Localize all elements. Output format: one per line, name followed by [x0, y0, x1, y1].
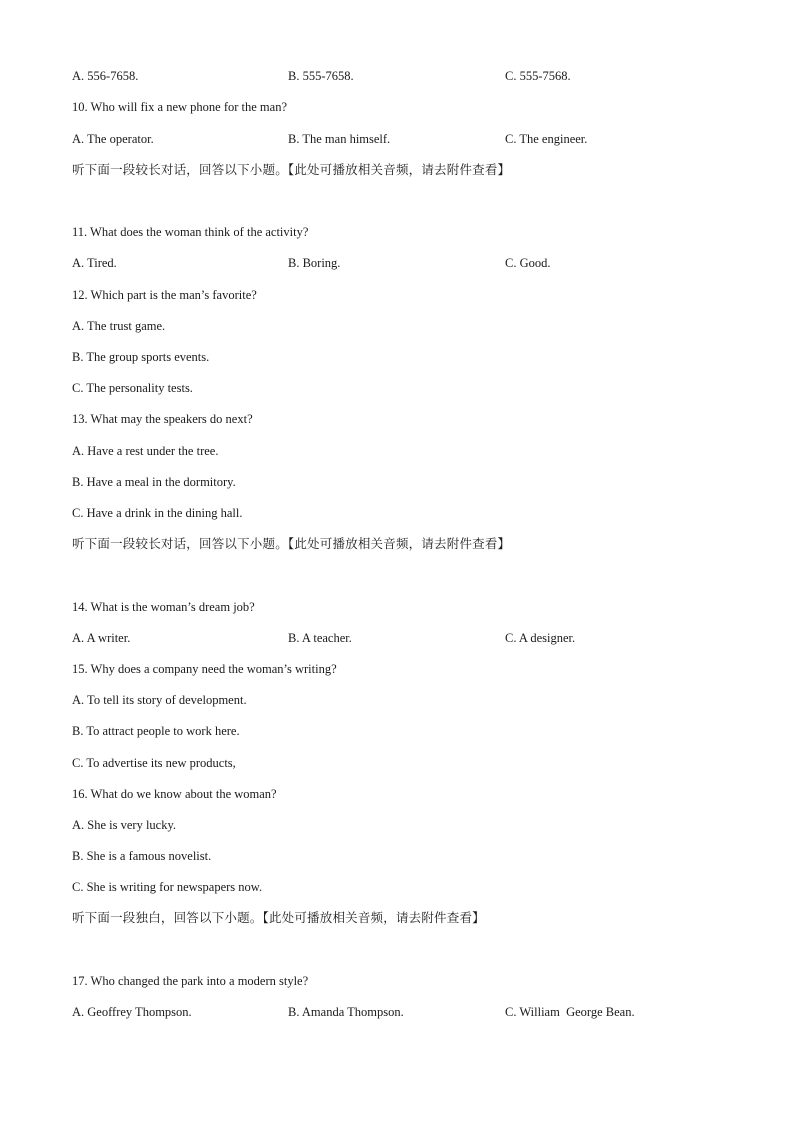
question-15: 15. Why does a company need the woman’s writing?: [72, 662, 337, 676]
option-c: C. To advertise its new products,: [72, 756, 236, 770]
option-a: A. The operator.: [72, 132, 154, 146]
option-c: C. 555-7568.: [505, 69, 571, 83]
section-instruction: 听下面一段较长对话，回答以下小题。【此处可播放相关音频，请去附件查看】: [72, 162, 511, 177]
option-a: A. The trust game.: [72, 319, 166, 333]
question-12: 12. Which part is the man’s favorite?: [72, 288, 257, 302]
option-b: B. A teacher.: [288, 631, 352, 645]
option-c: C. A designer.: [505, 631, 576, 645]
options-row: [72, 68, 732, 84]
option-a: A. A writer.: [72, 631, 131, 645]
section-instruction: 听下面一段较长对话，回答以下小题。【此处可播放相关音频，请去附件查看】: [72, 536, 511, 551]
option-a: A. To tell its story of development.: [72, 693, 247, 707]
option-b: B. Boring.: [288, 256, 341, 270]
options-row: [72, 1004, 732, 1020]
option-b: B. The group sports events.: [72, 350, 210, 364]
options-row: [72, 131, 732, 147]
option-a: A. 556-7658.: [72, 69, 139, 83]
question-16: 16. What do we know about the woman?: [72, 787, 277, 801]
options-row: [72, 630, 732, 646]
option-c: C. She is writing for newspapers now.: [72, 880, 263, 894]
question-17: 17. Who changed the park into a modern style?: [72, 974, 309, 988]
option-c: C. William George Bean.: [505, 1005, 635, 1019]
option-c: C. The engineer.: [505, 132, 588, 146]
option-a: A. She is very lucky.: [72, 818, 177, 832]
options-row: [72, 255, 732, 271]
option-b: B. To attract people to work here.: [72, 724, 240, 738]
option-b: B. Have a meal in the dormitory.: [72, 475, 236, 489]
option-c: C. The personality tests.: [72, 381, 193, 395]
section-instruction: 听下面一段独白，回答以下小题。【此处可播放相关音频，请去附件查看】: [72, 910, 485, 925]
option-b: B. The man himself.: [288, 132, 391, 146]
option-c: C. Have a drink in the dining hall.: [72, 506, 243, 520]
option-a: A. Have a rest under the tree.: [72, 444, 219, 458]
option-b: B. 555-7658.: [288, 69, 354, 83]
option-a: A. Tired.: [72, 256, 117, 270]
option-b: B. Amanda Thompson.: [288, 1005, 404, 1019]
option-b: B. She is a famous novelist.: [72, 849, 212, 863]
question-14: 14. What is the woman’s dream job?: [72, 600, 255, 614]
question-13: 13. What may the speakers do next?: [72, 412, 253, 426]
option-a: A. Geoffrey Thompson.: [72, 1005, 192, 1019]
question-10: 10. Who will fix a new phone for the man?: [72, 100, 287, 114]
option-c: C. Good.: [505, 256, 551, 270]
question-11: 11. What does the woman think of the activity?: [72, 225, 309, 239]
